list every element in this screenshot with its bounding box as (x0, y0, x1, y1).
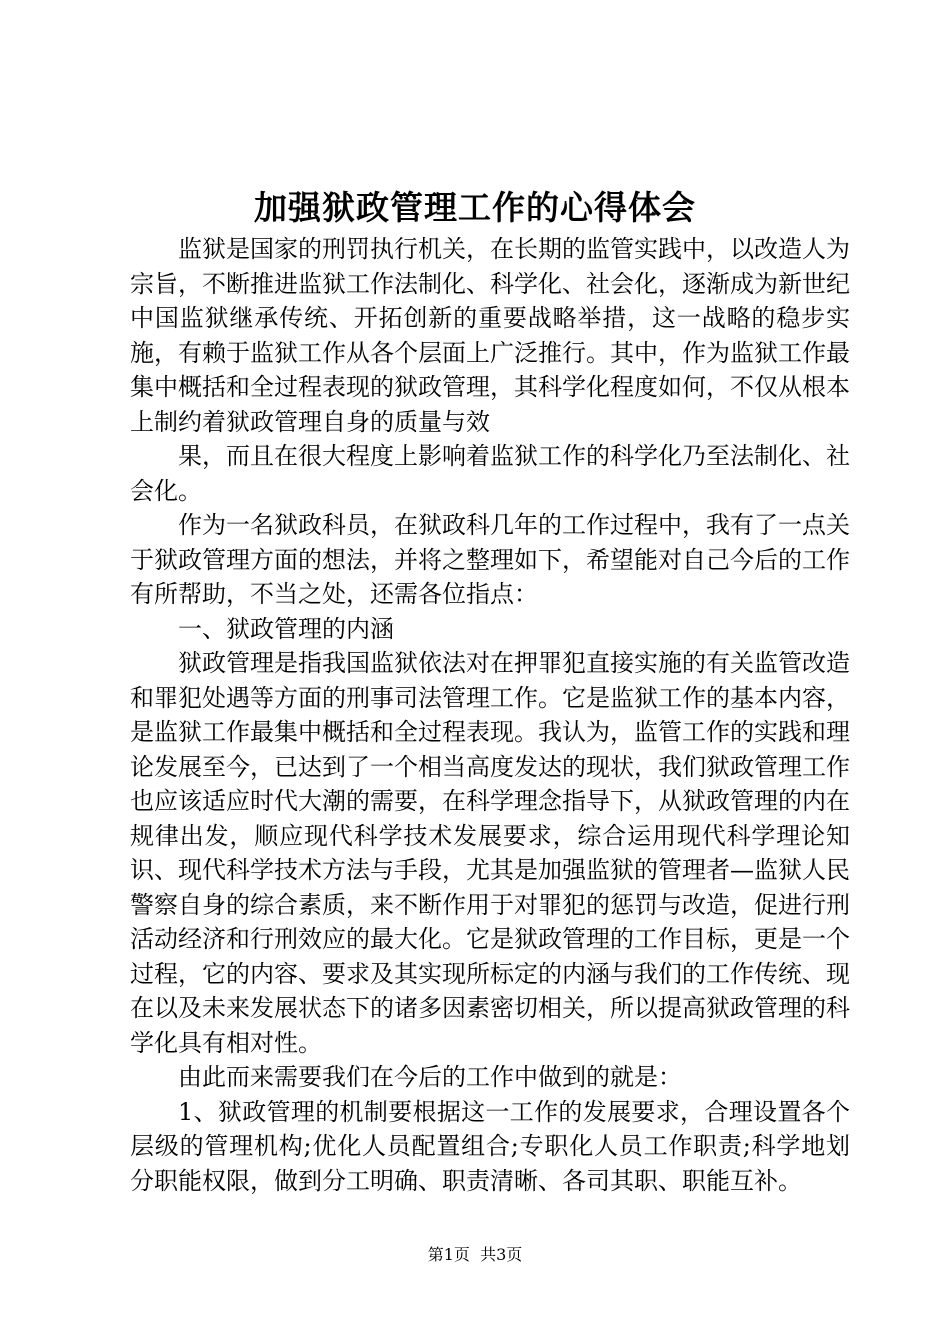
document-title: 加强狱政管理工作的心得体会 (254, 188, 696, 227)
paragraph-transition: 由此而来需要我们在今后的工作中做到的就是： (178, 1063, 682, 1091)
list-item-1: 1、狱政管理的机制要根据这一工作的发展要求，合理设置各个层级的管理机构;优化人员配置组合;专职化人员工作职责;科学地划分职能权限，做到分工明确、职责清晰、各司其职、职能互补。 (130, 1097, 850, 1195)
paragraph-definition: 狱政管理是指我国监狱依法对在押罪犯直接实施的有关监管改造和罪犯处遇等方面的刑事司法管理工作。它是监狱工作的基本内容，是监狱工作最集中概括和全过程表现。我认为，监管工作的实践和理论发展至今，已达到了一个相当高度发达的现状，我们狱政管理工作也应该适应时代大潮的需要，在科学理念指导下，从狱政管理的内在规律出发，顺应现代科学技术发展要求，综合运用现代科学理论知识、现代科学技术方法与手段，尤其是加强监狱的管理者—监狱人民警察自身的综合素质，来不断作用于对罪犯的惩罚与改造，促进行刑活动经济和行刑效应的最大化。它是狱政管理的工作目标，更是一个过程，它的内容、要求及其实现所标定的内涵与我们的工作传统、现在以及未来发展状态下的诸多因素密切相关，所以提高狱政管理的科学化具有相对性。 (130, 649, 850, 1057)
document-body (130, 232, 850, 1198)
page-footer: 第1页 共3页 (427, 1245, 523, 1264)
paragraph-author-note: 作为一名狱政科员，在狱政科几年的工作过程中，我有了一点关于狱政管理方面的想法，并将之整理如下，希望能对自己今后的工作有所帮助，不当之处，还需各位指点： (130, 511, 850, 608)
paragraph-intro: 监狱是国家的刑罚执行机关，在长期的监管实践中，以改造人为宗旨，不断推进监狱工作法制化、科学化、社会化，逐渐成为新世纪中国监狱继承传统、开拓创新的重要战略举措，这一战略的稳步实施，有赖于监狱工作从各个层面上广泛推行。其中，作为监狱工作最集中概括和全过程表现的狱政管理，其科学化程度如何，不仅从根本上制约着狱政管理自身的质量与效 (130, 235, 850, 436)
paragraph-intro-continued: 果，而且在很大程度上影响着监狱工作的科学化乃至法制化、社会化。 (130, 442, 850, 505)
section-heading-1: 一、狱政管理的内涵 (178, 614, 394, 643)
